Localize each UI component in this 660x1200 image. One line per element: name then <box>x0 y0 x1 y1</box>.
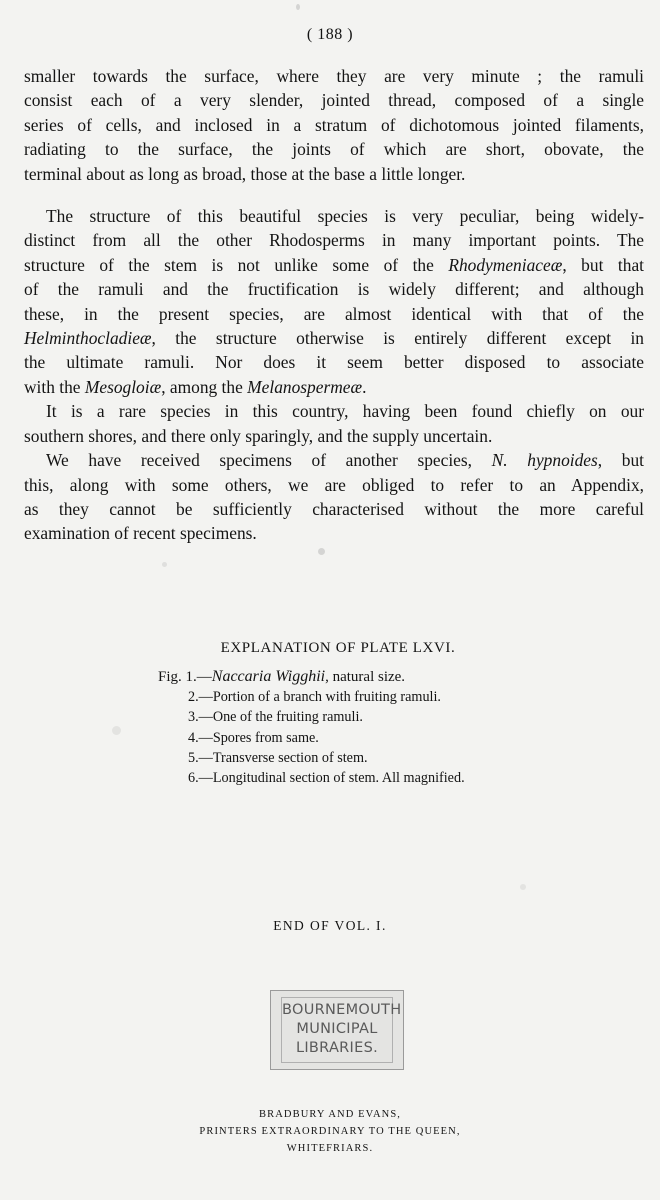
taxon-name: N. hypnoides <box>491 450 598 471</box>
text-line: radiating to the surface, the joints of which are short, obovate, the <box>24 139 644 160</box>
stamp-line: MUNICIPAL <box>296 1021 378 1037</box>
species-name: Naccaria Wigghii <box>211 668 326 685</box>
plate-explanation <box>0 640 660 788</box>
text-line: It is a rare species in this country, having been found chiefly on our <box>46 401 644 422</box>
text-line: Helminthocladieæ, the structure otherwise is entirely different except in <box>24 328 644 349</box>
paragraph-continuation <box>24 64 644 186</box>
text-line: We have received specimens of another species, N. hypnoides, but <box>46 450 645 471</box>
figure-caption: 3.—One of the fruiting ramuli. <box>188 709 363 726</box>
taxon-name: Melanospermeæ <box>247 376 363 397</box>
text-line: terminal about as long as broad, those at the base a little longer. <box>24 163 466 184</box>
imprint-line: WHITEFRIARS. <box>286 1143 374 1154</box>
paper-speck <box>112 726 121 735</box>
text-line: the ultimate ramuli. Nor does it seem better disposed to associate <box>24 352 644 373</box>
paragraph-structure <box>24 204 644 399</box>
figure-caption: Fig. 1.—Naccaria Wigghii, natural size. <box>158 668 406 685</box>
stamp-line: BOURNEMOUTH <box>282 1002 402 1018</box>
imprint-line: BRADBURY AND EVANS, <box>259 1109 401 1120</box>
paper-speck <box>162 562 167 567</box>
text-line: of the ramuli and the fructification is widely different; and although <box>24 279 644 300</box>
text-line: The structure of this beautiful species is very peculiar, being widely- <box>46 206 644 227</box>
taxon-name: Mesogloiæ <box>84 376 162 397</box>
figure-caption: 5.—Transverse section of stem. <box>188 749 368 766</box>
paper-speck <box>296 4 300 10</box>
text-line: smaller towards the surface, where they are very minute ; the ramuli <box>24 66 644 86</box>
text-line: southern shores, and there only sparingly, and the supply uncertain. <box>24 425 493 446</box>
printer-imprint <box>0 1106 660 1157</box>
paper-speck <box>318 548 325 555</box>
imprint-line: PRINTERS EXTRAORDINARY TO THE QUEEN, <box>199 1126 461 1137</box>
paragraph-appendix <box>24 448 644 546</box>
text-line: with the Mesogloiæ, among the Melanospermeæ. <box>24 376 367 397</box>
figure-caption: 2.—Portion of a branch with fruiting ramuli. <box>188 689 441 706</box>
figure-list <box>158 667 660 788</box>
explanation-title: EXPLANATION OF PLATE LXVI. <box>220 640 456 656</box>
end-of-volume: END OF VOL. I. <box>273 918 387 933</box>
stamp-line: LIBRARIES. <box>295 1040 379 1056</box>
taxon-name: Rhodymeniaceæ <box>448 254 563 275</box>
text-line: examination of recent specimens. <box>24 523 257 544</box>
library-stamp <box>270 990 404 1070</box>
text-line: these, in the present species, are almost identical with that of the <box>24 303 644 324</box>
text-line: as they cannot be sufficiently characterised without the more careful <box>24 498 644 519</box>
body-text <box>24 64 644 546</box>
figure-caption: 6.—Longitudinal section of stem. All magnified. <box>188 770 465 787</box>
page-number: ( 188 ) <box>306 26 354 43</box>
text-line: structure of the stem is not unlike some of the Rhodymeniaceæ, but that <box>24 254 644 275</box>
figure-caption: 4.—Spores from same. <box>188 729 319 746</box>
text-line: consist each of a very slender, jointed thread, composed of a single <box>24 90 644 111</box>
text-line: this, along with some others, we are obliged to refer to an Appendix, <box>24 474 644 495</box>
text-line: distinct from all the other Rhodosperms in many important points. The <box>24 230 644 251</box>
text-line: series of cells, and inclosed in a stratum of dichotomous jointed filaments, <box>24 114 644 135</box>
paper-speck <box>520 884 526 890</box>
paragraph-rarity <box>24 399 644 448</box>
taxon-name: Helminthocladieæ <box>24 328 152 349</box>
